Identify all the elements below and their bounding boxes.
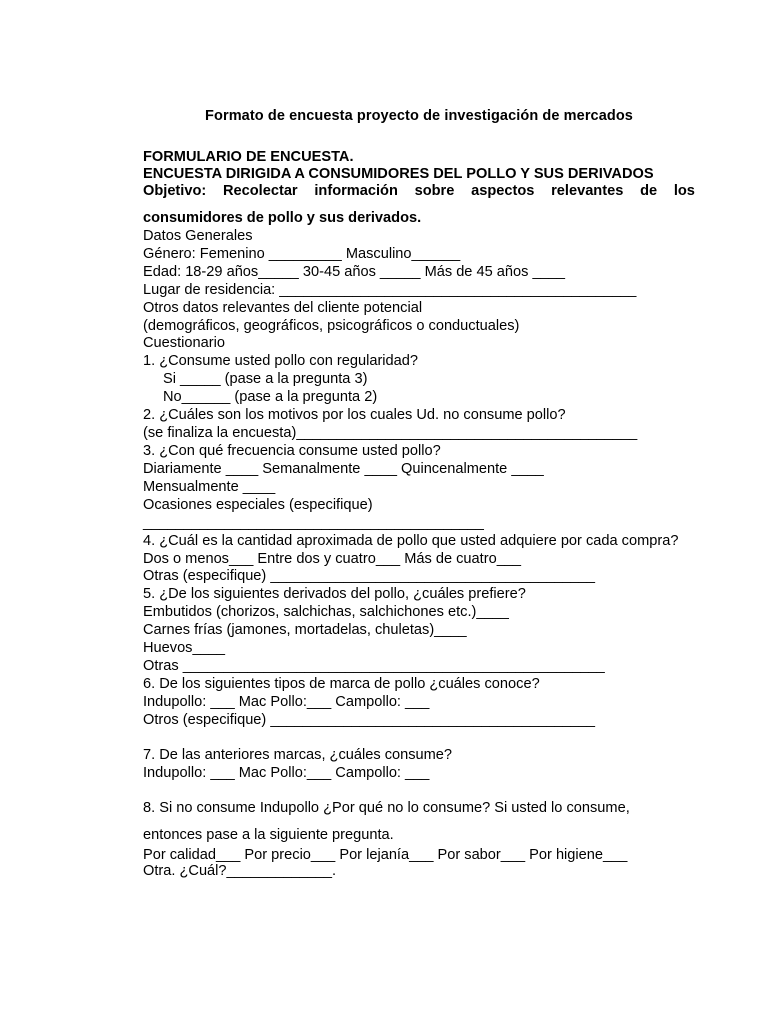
objective-end: consumidores de pollo y sus derivados.	[143, 210, 422, 226]
objective-line	[143, 182, 695, 200]
question-4-options: Dos o menos___ Entre dos y cuatro___ Más de cuatro___	[143, 551, 522, 567]
question-5-eggs: Huevos____	[143, 640, 225, 656]
residence-line: Lugar de residencia: ____________________________________________	[143, 282, 637, 298]
objective-word: Objetivo:	[143, 183, 207, 199]
question-7-brands: Indupollo: ___ Mac Pollo:___ Campollo: ___	[143, 765, 430, 781]
question-7: 7. De las anteriores marcas, ¿cuáles consume?	[143, 747, 453, 763]
objective-word: de	[640, 183, 658, 199]
question-5-other: Otras ____________________________________________________	[143, 658, 605, 674]
objective-word: Recolectar	[222, 183, 298, 199]
question-3-blank: __________________________________________	[143, 515, 484, 531]
question-1-option-no: No______ (pase a la pregunta 2)	[163, 389, 378, 405]
question-2-answer: (se finaliza la encuesta)__________________________________________	[143, 425, 638, 441]
question-8-options: Por calidad___ Por precio___ Por lejanía___ Por sabor___ Por higiene___	[143, 847, 628, 863]
objective-word: aspectos	[471, 183, 535, 199]
other-data-detail: (demográficos, geográficos, psicográficos o conductuales)	[143, 318, 520, 334]
question-6: 6. De los siguientes tipos de marca de pollo ¿cuáles conoce?	[143, 676, 540, 692]
question-4: 4. ¿Cuál es la cantidad aproximada de pollo que usted adquiere por cada compra?	[143, 533, 679, 549]
objective-word: los	[673, 183, 695, 199]
question-6-brands: Indupollo: ___ Mac Pollo:___ Campollo: ___	[143, 694, 430, 710]
question-8-other: Otra. ¿Cuál?_____________.	[143, 863, 337, 879]
question-3: 3. ¿Con qué frecuencia consume usted pollo?	[143, 443, 441, 459]
age-line: Edad: 18-29 años_____ 30-45 años _____ Más de 45 años ____	[143, 264, 565, 280]
objective-word: sobre	[414, 183, 455, 199]
question-4-other: Otras (especifique) ________________________________________	[143, 568, 595, 584]
objective-word: relevantes	[551, 183, 624, 199]
question-5-sausages: Embutidos (chorizos, salchichas, salchichones etc.)____	[143, 604, 509, 620]
question-3-monthly: Mensualmente ____	[143, 479, 276, 495]
gender-line: Género: Femenino _________ Masculino______	[143, 246, 461, 262]
question-2: 2. ¿Cuáles son los motivos por los cuales Ud. no consume pollo?	[143, 407, 566, 423]
other-data-line: Otros datos relevantes del cliente potencial	[143, 300, 423, 316]
question-3-options: Diariamente ____ Semanalmente ____ Quincenalmente ____	[143, 461, 544, 477]
question-1: 1. ¿Consume usted pollo con regularidad?	[143, 353, 419, 369]
question-1-option-yes: Si _____ (pase a la pregunta 3)	[163, 371, 368, 387]
question-8-continuation: entonces pase a la siguiente pregunta.	[143, 827, 394, 843]
section-heading-questionnaire: Cuestionario	[143, 335, 225, 351]
section-heading-general: Datos Generales	[143, 228, 253, 244]
question-6-other: Otros (especifique) ________________________________________	[143, 712, 595, 728]
question-3-special: Ocasiones especiales (especifique)	[143, 497, 373, 513]
form-title: FORMULARIO DE ENCUESTA.	[143, 149, 354, 165]
document-title: Formato de encuesta proyecto de investigación de mercados	[205, 108, 633, 124]
question-5-cold-cuts: Carnes frías (jamones, mortadelas, chuletas)____	[143, 622, 467, 638]
survey-title: ENCUESTA DIRIGIDA A CONSUMIDORES DEL POLLO Y SUS DERIVADOS	[143, 166, 654, 182]
question-8: 8. Si no consume Indupollo ¿Por qué no lo consume? Si usted lo consume,	[143, 800, 630, 816]
objective-word: información	[314, 183, 398, 199]
question-5: 5. ¿De los siguientes derivados del pollo, ¿cuáles prefiere?	[143, 586, 526, 602]
